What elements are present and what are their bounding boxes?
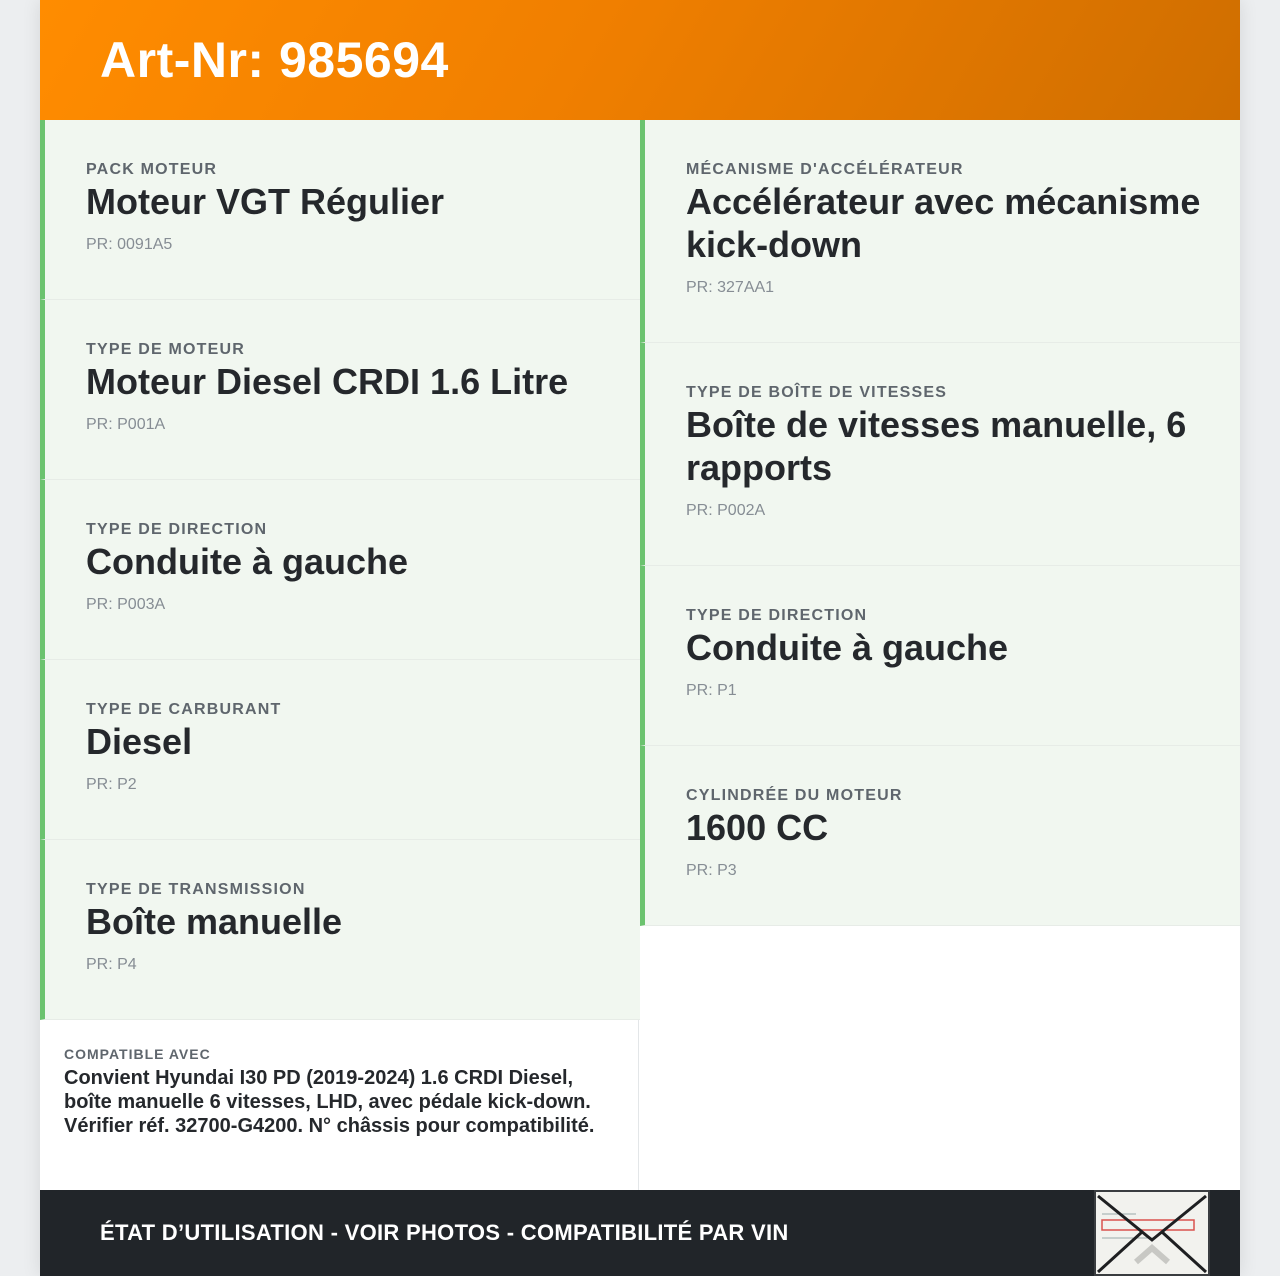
spec-value: Accélérateur avec mécanisme kick-down: [686, 181, 1201, 265]
envelope-photo-icon[interactable]: [1094, 1190, 1210, 1276]
spec-value: 1600 CC: [686, 807, 829, 848]
spec-card: [40, 660, 640, 840]
spec-card: [640, 566, 1240, 746]
spec-label: TYPE DE BOÎTE DE VITESSES: [686, 384, 948, 401]
spec-value: Moteur VGT Régulier: [86, 181, 445, 222]
spec-card: [40, 120, 640, 300]
spec-column-right: [640, 120, 1240, 926]
spec-value: Conduite à gauche: [686, 627, 1009, 668]
spec-label: TYPE DE TRANSMISSION: [86, 881, 306, 898]
footer-bar: [40, 1190, 1240, 1276]
spec-pr-code: PR: P003A: [86, 596, 166, 613]
spec-card: [40, 840, 640, 1020]
spec-value: Boîte de vitesses manuelle, 6 rapports: [686, 404, 1187, 488]
article-number-title: Art-Nr: 985694: [100, 32, 449, 88]
spec-label: TYPE DE MOTEUR: [86, 341, 246, 358]
spec-label: MÉCANISME D'ACCÉLÉRATEUR: [686, 161, 964, 178]
spec-value: Conduite à gauche: [86, 541, 409, 582]
spec-pr-code: PR: 327AA1: [686, 279, 775, 296]
compatibility-section: [40, 1020, 639, 1190]
spec-label: CYLINDRÉE DU MOTEUR: [686, 787, 903, 804]
spec-card: [640, 343, 1240, 566]
spec-pr-code: PR: 0091A5: [86, 236, 173, 253]
spec-column-left: [40, 120, 640, 1020]
spec-pr-code: PR: P002A: [686, 502, 766, 519]
spec-pr-code: PR: P3: [686, 862, 737, 879]
header-banner: [40, 0, 1240, 120]
compatibility-text: Convient Hyundai I30 PD (2019-2024) 1.6 CRDI Diesel, boîte manuelle 6 vitesses, LHD, avec pédale kick-down. Vérifier réf. 32700-G4200. N° châssis pour compatibilité.: [64, 1067, 595, 1137]
spec-pr-code: PR: P2: [86, 776, 137, 793]
product-page: [40, 0, 1240, 1276]
spec-card: [640, 746, 1240, 926]
spec-card: [40, 480, 640, 660]
spec-label: TYPE DE CARBURANT: [86, 701, 282, 718]
spec-label: TYPE DE DIRECTION: [686, 607, 868, 624]
spec-label: PACK MOTEUR: [86, 161, 218, 178]
footer-text: ÉTAT D’UTILISATION - VOIR PHOTOS - COMPATIBILITÉ PAR VIN: [100, 1220, 789, 1245]
spec-pr-code: PR: P4: [86, 956, 137, 973]
spec-value: Moteur Diesel CRDI 1.6 Litre: [86, 361, 569, 402]
spec-card: [640, 120, 1240, 343]
compatibility-label: COMPATIBLE AVEC: [64, 1046, 211, 1062]
spec-value: Diesel: [86, 721, 193, 762]
envelope-photo-icon-graphic: [1096, 1192, 1208, 1274]
spec-pr-code: PR: P001A: [86, 416, 166, 433]
spec-value: Boîte manuelle: [86, 901, 343, 942]
spec-card: [40, 300, 640, 480]
spec-pr-code: PR: P1: [686, 682, 737, 699]
spec-label: TYPE DE DIRECTION: [86, 521, 268, 538]
